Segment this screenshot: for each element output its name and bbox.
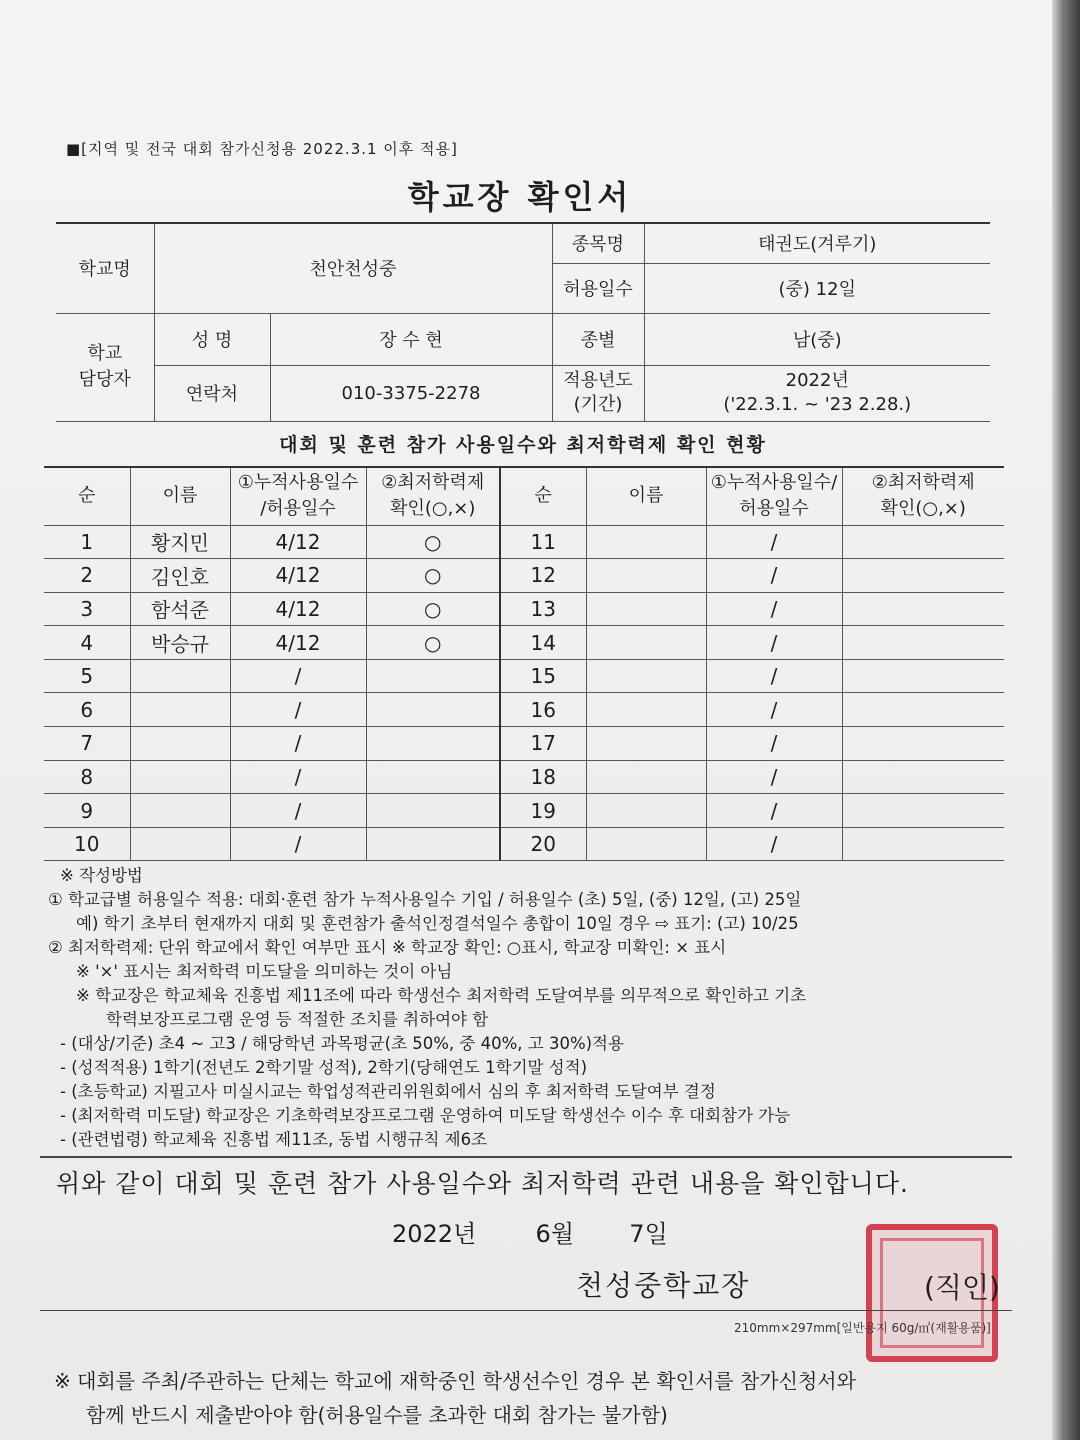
- academic-check: ○: [366, 559, 500, 593]
- name-label: 성 명: [154, 313, 270, 365]
- table-row: [44, 525, 1004, 559]
- category-label: 종별: [552, 313, 644, 365]
- year-value: 2022년: [785, 370, 849, 391]
- table-row: [44, 592, 1004, 626]
- document-title: 학교장 확인서: [407, 178, 633, 216]
- student-name: [130, 794, 230, 828]
- note-line: - (초등학교) 지필고사 미실시교는 학업성적관리위원회에서 심의 후 최저학력 도달여부 결정: [60, 1082, 716, 1101]
- student-name: 김인호: [130, 559, 230, 593]
- contact-label: 연락처: [154, 365, 270, 421]
- row-number: 14: [500, 626, 586, 660]
- notes-heading: ※ 작성방법: [60, 866, 143, 885]
- days-used: /: [230, 727, 366, 761]
- background-edge: [1052, 0, 1080, 1440]
- divider: [40, 1156, 1012, 1158]
- row-number: 3: [44, 592, 130, 626]
- student-name: 황지민: [130, 525, 230, 559]
- sport-value: 태권도(겨루기): [644, 223, 990, 263]
- academic-check: [842, 592, 1004, 626]
- sport-label: 종목명: [552, 223, 644, 263]
- table-row: [44, 693, 1004, 727]
- academic-check: [366, 693, 500, 727]
- year-label: 적용년도 (기간): [552, 365, 644, 421]
- academic-check: [842, 827, 1004, 861]
- info-table: [56, 222, 990, 422]
- footer-note: [54, 1364, 1034, 1432]
- table-row: [44, 727, 1004, 761]
- note-line: 예) 학기 초부터 현재까지 대회 및 훈련참가 출석인정결석일수 총합이 10일 경우 ⇨ 표기: (고) 10/25: [76, 914, 799, 933]
- date-month: 6월: [535, 1220, 575, 1248]
- row-number: 8: [44, 760, 130, 794]
- days-used: /: [706, 727, 842, 761]
- col-header-check-right: ②최저학력제 확인(○,×): [842, 467, 1004, 525]
- note-line: - (최저학력 미도달) 학교장은 기초학력보장프로그램 운영하여 미도달 학생선수 이수 후 대회참가 가능: [60, 1106, 791, 1125]
- table-row: [44, 626, 1004, 660]
- student-name: [586, 559, 706, 593]
- date-day: 7일: [629, 1220, 668, 1248]
- academic-check: ○: [366, 592, 500, 626]
- row-number: 1: [44, 525, 130, 559]
- row-number: 19: [500, 794, 586, 828]
- days-used: /: [706, 693, 842, 727]
- student-name: [586, 727, 706, 761]
- period-value: ('22.3.1. ~ '23 2.28.): [723, 394, 912, 415]
- note-line: ※ '×' 표시는 최저학력 미도달을 의미하는 것이 아님: [76, 962, 453, 981]
- table-row: [44, 659, 1004, 693]
- academic-check: [842, 794, 1004, 828]
- student-name: [586, 760, 706, 794]
- row-number: 17: [500, 727, 586, 761]
- academic-check: [842, 626, 1004, 660]
- date-year: 2022년: [392, 1220, 477, 1248]
- days-used: /: [706, 525, 842, 559]
- allowed-days-value: (중) 12일: [644, 263, 990, 313]
- note-line: - (성적적용) 1학기(전년도 2학기말 성적), 2학기(당해연도 1학기말 성적): [60, 1058, 588, 1077]
- category-value: 남(중): [644, 313, 990, 365]
- student-name: [130, 659, 230, 693]
- row-number: 10: [44, 827, 130, 861]
- academic-check: [842, 727, 1004, 761]
- row-number: 13: [500, 592, 586, 626]
- principal-title: 천성중학교장: [576, 1269, 751, 1302]
- year-cell: [644, 365, 990, 421]
- days-used: /: [706, 794, 842, 828]
- row-number: 12: [500, 559, 586, 593]
- academic-check: [842, 659, 1004, 693]
- paper-size-note: 210mm×297mm[일반용지 60g/㎡(재활용품)]: [734, 1321, 991, 1335]
- table-row: [44, 794, 1004, 828]
- academic-check: [842, 559, 1004, 593]
- table-row: [44, 559, 1004, 593]
- seal-label: (직인): [924, 1271, 1000, 1304]
- days-used: /: [706, 827, 842, 861]
- row-number: 4: [44, 626, 130, 660]
- note-line: ② 최저학력제: 단위 학교에서 확인 여부만 표시 ※ 학교장 확인: ○표시, 학교장 미확인: × 표시: [48, 938, 727, 957]
- days-used: /: [706, 760, 842, 794]
- col-header-no-right: 순: [500, 467, 586, 525]
- allowed-days-label: 허용일수: [552, 263, 644, 313]
- contact-value: 010-3375-2278: [270, 365, 552, 421]
- academic-check: [366, 727, 500, 761]
- notes-section: [48, 864, 1018, 1152]
- row-number: 15: [500, 659, 586, 693]
- days-used: /: [230, 693, 366, 727]
- col-header-no: 순: [44, 467, 130, 525]
- confirm-statement: 위와 같이 대회 및 훈련 참가 사용일수와 최저학력 관련 내용을 확인합니다.: [56, 1169, 909, 1198]
- student-name: 박승규: [130, 626, 230, 660]
- note-line: ※ 학교장은 학교체육 진흥법 제11조에 따라 학생선수 최저학력 도달여부를 의무적으로 확인하고 기초: [76, 986, 807, 1005]
- row-number: 7: [44, 727, 130, 761]
- days-used: /: [706, 626, 842, 660]
- section-title: 대회 및 훈련 참가 사용일수와 최저학력제 확인 현황: [279, 434, 767, 456]
- school-label: 학교명: [56, 223, 154, 313]
- row-number: 6: [44, 693, 130, 727]
- student-name: [586, 626, 706, 660]
- academic-check: [366, 659, 500, 693]
- table-row: [44, 827, 1004, 861]
- school-name: 천안천성중: [154, 223, 552, 313]
- days-used: /: [230, 827, 366, 861]
- student-name: [130, 827, 230, 861]
- academic-check: ○: [366, 525, 500, 559]
- note-line: 학력보장프로그램 운영 등 적절한 조치를 취하여야 함: [106, 1010, 489, 1029]
- days-used: 4/12: [230, 592, 366, 626]
- student-name: [586, 827, 706, 861]
- student-name: [586, 693, 706, 727]
- col-header-name-right: 이름: [586, 467, 706, 525]
- header-note: ■[지역 및 전국 대회 참가신청용 2022.3.1 이후 적용]: [66, 140, 458, 158]
- student-name: [130, 693, 230, 727]
- student-name: [586, 794, 706, 828]
- row-number: 5: [44, 659, 130, 693]
- name-value: 장 수 현: [270, 313, 552, 365]
- academic-check: [842, 525, 1004, 559]
- days-used: /: [230, 794, 366, 828]
- academic-check: [366, 827, 500, 861]
- days-used: 4/12: [230, 525, 366, 559]
- footer-line: ※ 대회를 주최/주관하는 단체는 학교에 재학중인 학생선수인 경우 본 확인서를 참가신청서와: [54, 1369, 856, 1393]
- note-line: - (관련법령) 학교체육 진흥법 제11조, 동법 시행규칙 제6조: [60, 1130, 487, 1149]
- days-used: 4/12: [230, 559, 366, 593]
- student-name: 함석준: [130, 592, 230, 626]
- academic-check: ○: [366, 626, 500, 660]
- col-header-check: ②최저학력제 확인(○,×): [366, 467, 500, 525]
- row-number: 16: [500, 693, 586, 727]
- table-row: [44, 760, 1004, 794]
- days-used: /: [706, 592, 842, 626]
- student-name: [586, 659, 706, 693]
- academic-check: [366, 760, 500, 794]
- student-name: [130, 727, 230, 761]
- note-line: ① 학교급별 허용일수 적용: 대회·훈련 참가 누적사용일수 기입 / 허용일수 (초) 5일, (중) 12일, (고) 25일: [48, 890, 802, 909]
- divider: [40, 1310, 1012, 1311]
- days-used: /: [230, 659, 366, 693]
- student-name: [586, 525, 706, 559]
- days-used: /: [230, 760, 366, 794]
- issue-date: [392, 1214, 668, 1249]
- academic-check: [842, 760, 1004, 794]
- col-header-name: 이름: [130, 467, 230, 525]
- academic-check: [842, 693, 1004, 727]
- col-header-days: ①누적사용일수 /허용일수: [230, 467, 366, 525]
- col-header-days-right: ①누적사용일수/ 허용일수: [706, 467, 842, 525]
- roster-table: [44, 466, 1004, 861]
- row-number: 20: [500, 827, 586, 861]
- days-used: /: [706, 559, 842, 593]
- row-number: 2: [44, 559, 130, 593]
- student-name: [130, 760, 230, 794]
- row-number: 18: [500, 760, 586, 794]
- days-used: /: [706, 659, 842, 693]
- row-number: 11: [500, 525, 586, 559]
- manager-label: 학교 담당자: [56, 313, 154, 421]
- student-name: [586, 592, 706, 626]
- academic-check: [366, 794, 500, 828]
- days-used: 4/12: [230, 626, 366, 660]
- footer-line: 함께 반드시 제출받아야 함(허용일수를 초과한 대회 참가는 불가함): [86, 1403, 668, 1427]
- row-number: 9: [44, 794, 130, 828]
- note-line: - (대상/기준) 초4 ~ 고3 / 해당학년 과목평균(초 50%, 중 40%, 고 30%)적용: [60, 1034, 624, 1053]
